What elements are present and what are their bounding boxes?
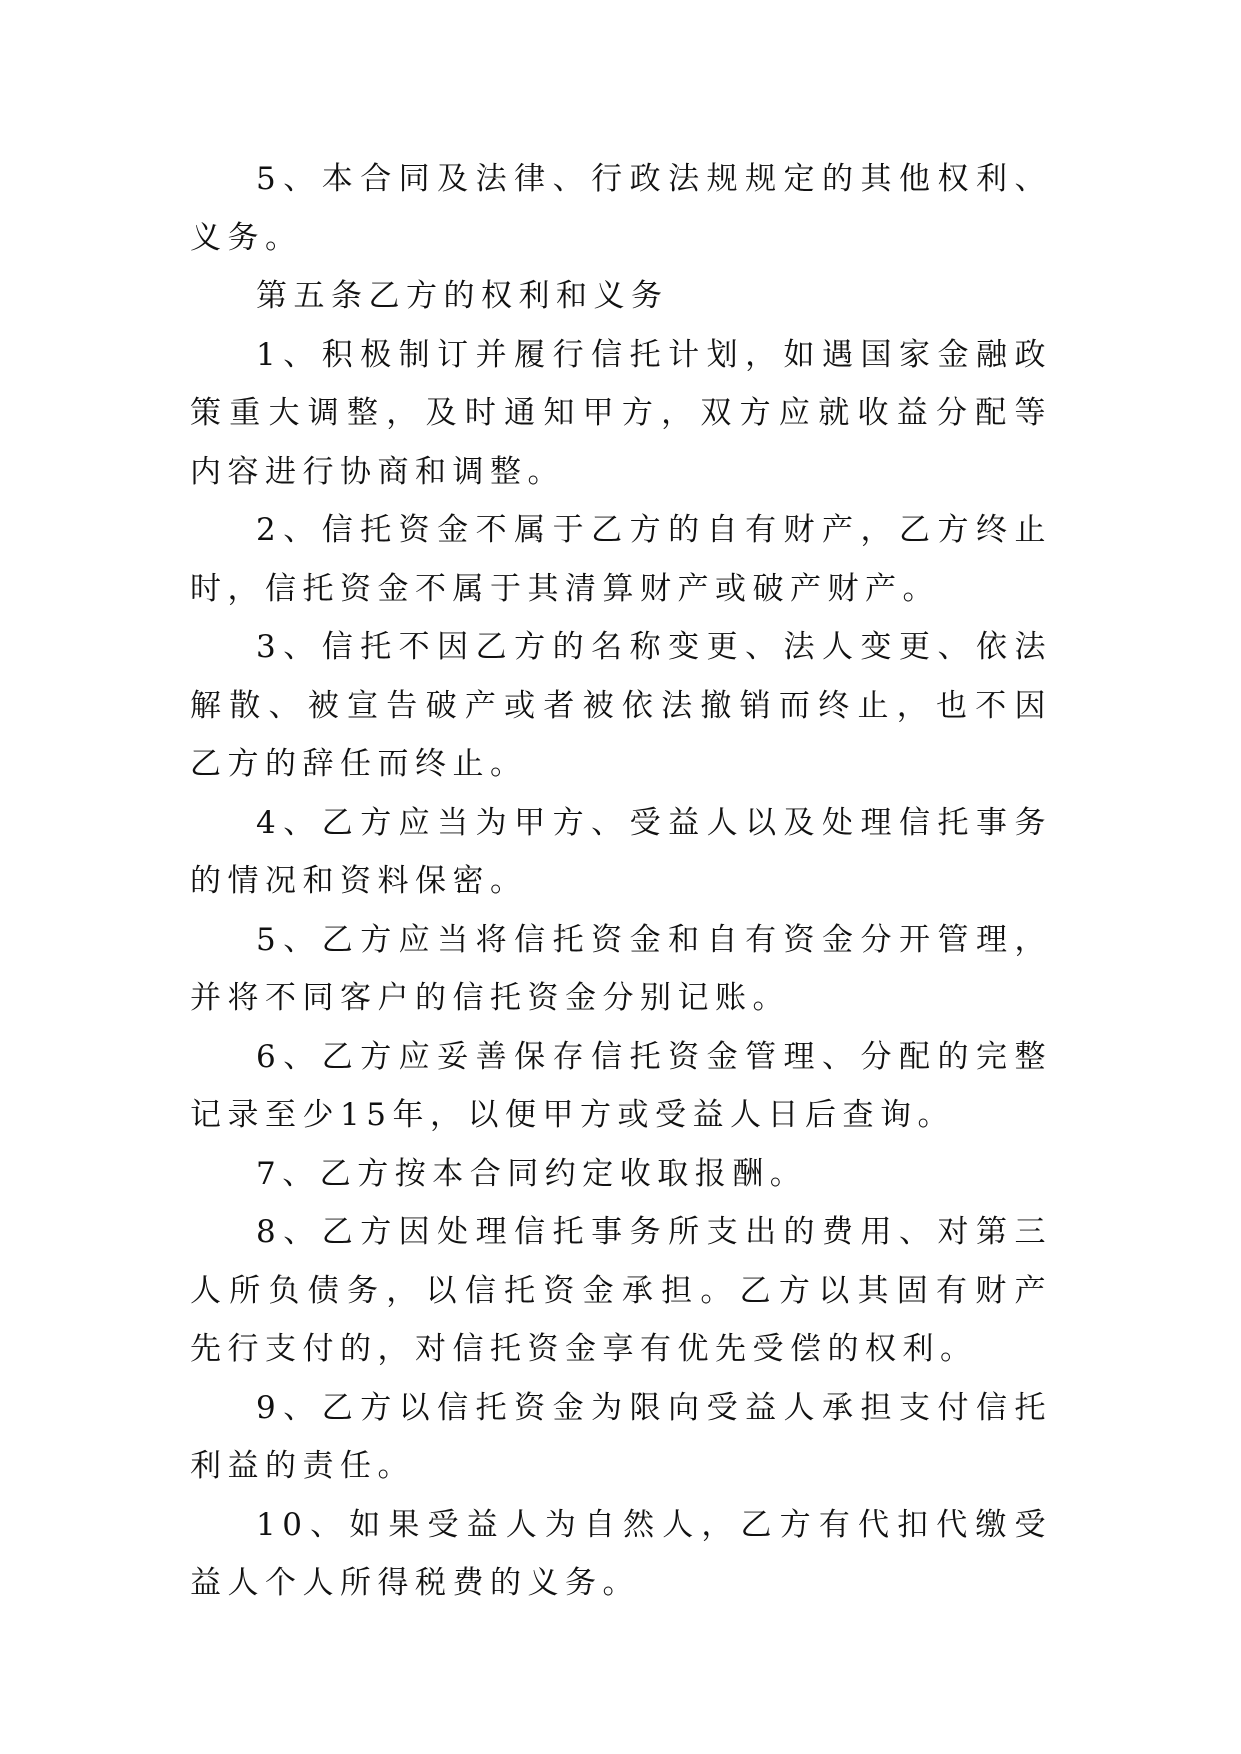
paragraph-clause-5-3: 3、信托不因乙方的名称变更、法人变更、依法解散、被宣告破产或者被依法撤销而终止，也不因乙方的辞任而终止。 bbox=[190, 629, 1052, 782]
document-page bbox=[190, 150, 1052, 1613]
paragraph-clause-5-5: 5、乙方应当将信托资金和自有资金分开管理，并将不同客户的信托资金分别记账。 bbox=[190, 921, 1052, 1016]
section-heading-article-5: 第五条乙方的权利和义务 bbox=[256, 278, 669, 314]
paragraph-clause-5-2: 2、信托资金不属于乙方的自有财产，乙方终止时，信托资金不属于其清算财产或破产财产。 bbox=[190, 512, 1052, 607]
paragraph-clause-5-7: 7、乙方按本合同约定收取报酬。 bbox=[256, 1155, 808, 1192]
paragraph-clause-5-9: 9、乙方以信托资金为限向受益人承担支付信托利益的责任。 bbox=[190, 1389, 1052, 1484]
paragraph-clause-5-10: 10、如果受益人为自然人，乙方有代扣代缴受益人个人所得税费的义务。 bbox=[190, 1506, 1052, 1601]
paragraph-clause-5-6: 6、乙方应妥善保存信托资金管理、分配的完整记录至少15年，以便甲方或受益人日后查询。 bbox=[190, 1038, 1052, 1133]
paragraph-clause-4-5: 5、本合同及法律、行政法规规定的其他权利、义务。 bbox=[190, 161, 1052, 256]
paragraph-clause-5-4: 4、乙方应当为甲方、受益人以及处理信托事务的情况和资料保密。 bbox=[190, 804, 1052, 899]
paragraph-clause-5-1: 1、积极制订并履行信托计划，如遇国家金融政策重大调整，及时通知甲方，双方应就收益分配等内容进行协商和调整。 bbox=[190, 336, 1052, 490]
paragraph-clause-5-8: 8、乙方因处理信托事务所支出的费用、对第三人所负债务，以信托资金承担。乙方以其固有财产先行支付的，对信托资金享有优先受偿的权利。 bbox=[190, 1214, 1052, 1367]
